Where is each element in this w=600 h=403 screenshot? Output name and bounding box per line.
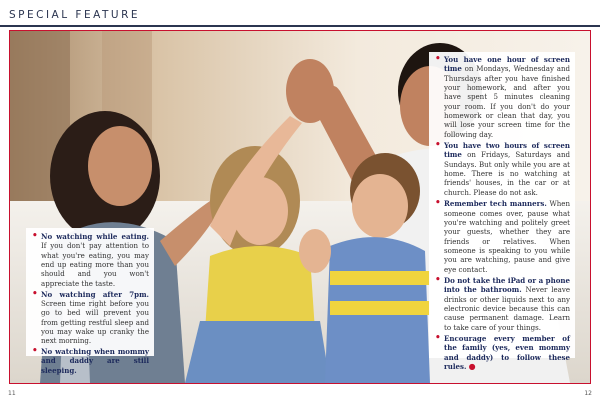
rule-text: on Mondays, Wednesday and Thursdays after you have finished your homework, and after you have spent 5 minutes cleaning your room. If you don't do your homework or clean that day, you will lose your screen time for the following day.: [444, 64, 570, 139]
rule-item: [32, 232, 149, 288]
rule-heading: You have one hour of screen time: [444, 55, 570, 74]
rule-item: [435, 334, 570, 371]
rule-heading: No watching when mommy and daddy are still sleeping.: [41, 347, 149, 375]
rule-text: When someone comes over, pause what you're watching and politely greet your guests, whether they are friends or relatives. When someone is speaking to you while you are watching, pause and give eye contact.: [444, 199, 570, 274]
rule-item: [32, 347, 149, 375]
bullet-icon: •: [435, 54, 441, 64]
rule-heading: Remember tech manners.: [444, 199, 547, 209]
bullet-icon: •: [32, 288, 38, 299]
rule-item: [435, 276, 570, 332]
rules-panel-left: [26, 228, 154, 375]
page-number-right: 12: [584, 390, 592, 397]
rule-text: Never leave drinks or other liquids next to any electronic device because this can cause permanent damage. Learn to take care of your things.: [444, 285, 570, 332]
bullet-icon: •: [32, 346, 38, 357]
bullet-icon: •: [32, 231, 38, 241]
header-divider: [0, 25, 600, 27]
bullet-icon: •: [435, 140, 441, 151]
rule-item: [435, 199, 570, 274]
rule-heading: No watching while eating.: [41, 232, 149, 241]
rule-heading: Encourage every member of the family (yes, even mommy and daddy) to follow these rules.: [444, 333, 570, 371]
end-mark-icon: ●: [468, 362, 476, 371]
rule-item: [435, 141, 570, 197]
section-title: SPECIAL FEATURE: [9, 9, 141, 21]
rule-heading: You have two hours of screen time: [444, 141, 570, 160]
bullet-icon: •: [435, 332, 441, 343]
bullet-icon: •: [435, 274, 441, 285]
rule-item: [435, 55, 570, 139]
page-header: [0, 0, 600, 26]
rule-text: If you don't pay attention to what you're eating, you may end up eating more than you should and you won't appreciate the taste.: [41, 241, 149, 288]
rules-panel-right: [429, 52, 575, 371]
page-number-left: 11: [8, 390, 16, 397]
rule-heading: No watching after 7pm.: [41, 289, 149, 299]
rule-item: [32, 290, 149, 346]
rule-text: Screen time right before you go to bed will prevent you from getting restful sleep and you may wake up cranky the next morning.: [41, 298, 149, 346]
rule-text: on Fridays, Saturdays and Sundays. But only while you are at home. There is no watching at friends' houses, in the car or at church. Please do not ask.: [444, 150, 570, 197]
bullet-icon: •: [435, 198, 441, 209]
rule-heading: Do not take the iPad or a phone into the bathroom.: [444, 275, 570, 295]
